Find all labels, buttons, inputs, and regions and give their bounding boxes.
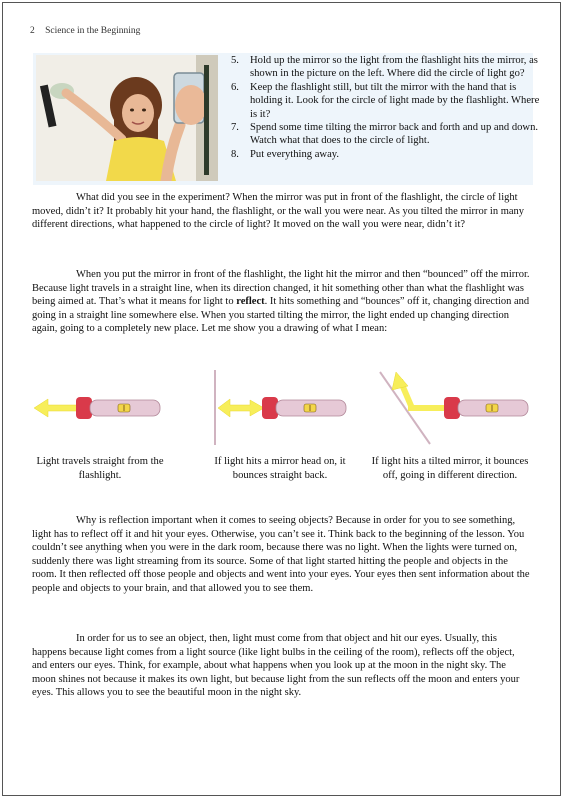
paragraph-reflection-definition: [32, 268, 532, 336]
step-6: [224, 81, 540, 121]
step-5: [224, 54, 540, 81]
step-number: 6.: [231, 81, 239, 93]
paragraph-seeing-objects: In order for us to see an object, then, light must come from that object and hit our eyes. Usually, this happens because light comes from a light source (like light bulbs in the ceiling of the room), reflects off the object, and enters our eyes. Think, for example, about what happens when you look up at the moon in the night sky. The moon shines not because it makes its own light, but because light from the sun reflects off the moon and enters your eyes. This allows you to see the beautiful moon in the night sky.: [32, 633, 520, 699]
experiment-steps: [224, 54, 540, 161]
caption-straight: Light travels straight from the flashlight.: [36, 456, 164, 481]
flashlight-tilted-mirror-diagram: [380, 372, 528, 444]
term-reflect: reflect: [236, 296, 265, 308]
paragraph-experiment-results: What did you see in the experiment? When the mirror was put in front of the flashlight, the circle of light moved, didn’t it? It probably hit your hand, the flashlight, or the wall you were near. As you tilted the mirror in many different directions, what happened to the circle of light? It moved on the wall you were near, didn’t it?: [32, 192, 525, 231]
step-number: 5.: [231, 55, 239, 66]
step-text: Hold up the mirror so the light from the flashlight hits the mirror, as shown in the picture on the left. Where did the circle of light go?: [250, 55, 538, 80]
step-number: 8.: [231, 148, 239, 160]
paragraph-why-reflection-matters: Why is reflection important when it comes to seeing objects? Because in order for you to see something, light has to reflect off it and hit your eyes. Otherwise, you can’t see it. Think back to the beginning of the lesson. You couldn’t see anything when you were in the dark room, because there was no light. When the lights were turned on, suddenly there was light streaming from its source. Some of that light started hitting the people and objects in the room. It then reflected off those people and objects and went into your eyes. Your eyes then sent information about the people and objects to your brain, and that allowed you to see them.: [32, 515, 530, 594]
step-8: [224, 148, 540, 161]
step-text: Put everything away.: [250, 148, 340, 160]
page-header: [30, 26, 140, 36]
caption-head-on: If light hits a mirror head on, it bounces straight back.: [214, 456, 346, 481]
text-segment: . It hits something and “bounces” off it, changing direction and going in a straight line somewhere else. When you started tilting the mirror, the light ended up changing direction again, going to a completely new place. Let me show you a drawing of what I mean:: [32, 296, 530, 335]
reflection-diagrams: [20, 360, 540, 460]
flashlight-straight-diagram: [34, 397, 160, 419]
flashlight-head-on-mirror-diagram: [215, 370, 346, 445]
step-text: Keep the flashlight still, but tilt the mirror with the hand that is holding it. Look for the circle of light made by the flashlight. Where is it?: [250, 81, 540, 120]
step-number: 7.: [231, 122, 239, 134]
text-segment: When you put the mirror in front of the flashlight, the light hit the mirror and then “bounced” off the mirror. Because light travels in a straight line, when its direction changed, it hit something other than what the flashlight was being aimed at. That’s what it means for light to: [32, 269, 530, 308]
page-number: 2: [30, 26, 35, 36]
book-title: Science in the Beginning: [45, 26, 141, 36]
step-7: [224, 121, 540, 148]
photo-girl-with-mirror: [36, 55, 218, 181]
step-text: Spend some time tilting the mirror back and forth and up and down. Watch what that does to the circle of light.: [250, 122, 539, 147]
caption-tilted: If light hits a tilted mirror, it bounces off, going in different direction.: [371, 456, 529, 481]
